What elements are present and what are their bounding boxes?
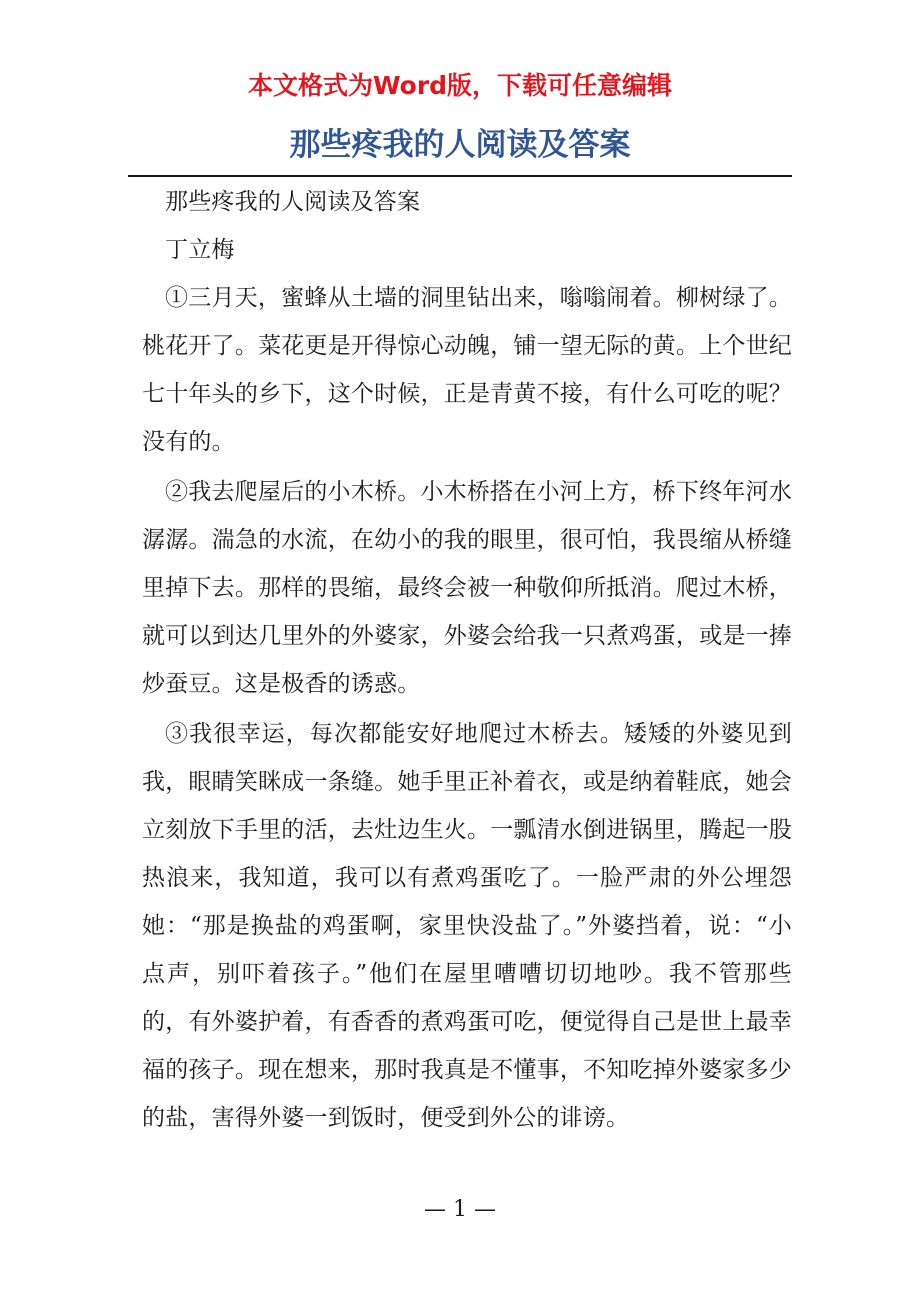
page-title: 那些疼我的人阅读及答案 xyxy=(289,127,631,163)
paragraph-2: ②我去爬屋后的小木桥。小木桥搭在小河上方，桥下终年河水潺潺。湍急的水流，在幼小的我的眼里，很可怕，我畏缩从桥缝里掉下去。那样的畏缩，最终会被一种敬仰所抵消。爬过木桥，就可以到达几里外的外婆家，外婆会给我一只煮鸡蛋，或是一捧炒蚕豆。这是极香的诱惑。 xyxy=(142,479,792,697)
article-body xyxy=(142,178,792,1142)
paragraph-3: ③我很幸运，每次都能安好地爬过木桥去。矮矮的外婆见到我，眼睛笑眯成一条缝。她手里正补着衣，或是纳着鞋底，她会立刻放下手里的活，去灶边生火。一瓢清水倒进锅里，腾起一股热浪来，我知道，我可以有煮鸡蛋吃了。一脸严肃的外公埋怨她：“那是换盐的鸡蛋啊，家里快没盐了。”外婆挡着，说：“小点声，别吓着孩子。”他们在屋里嘈嘈切切地吵。我不管那些的，有外婆护着，有香香的煮鸡蛋可吃，便觉得自己是世上最幸福的孩子。现在想来，那时我真是不懂事，不知吃掉外婆家多少的盐，害得外婆一到饭时，便受到外公的诽谤。 xyxy=(142,721,792,1131)
title-divider xyxy=(128,175,792,177)
paragraph-1: ①三月天，蜜蜂从土墙的洞里钻出来，嗡嗡闹着。柳树绿了。桃花开了。菜花更是开得惊心动魄，铺一望无际的黄。上个世纪七十年头的乡下，这个时候，正是青黄不接，有什么可吃的呢？没有的。 xyxy=(142,285,792,455)
format-notice: 本文格式为Word版，下载可任意编辑 xyxy=(247,71,673,100)
article-subtitle: 那些疼我的人阅读及答案 xyxy=(165,189,421,215)
article-author: 丁立梅 xyxy=(165,237,235,263)
page-number: — 1 — xyxy=(424,1197,496,1222)
